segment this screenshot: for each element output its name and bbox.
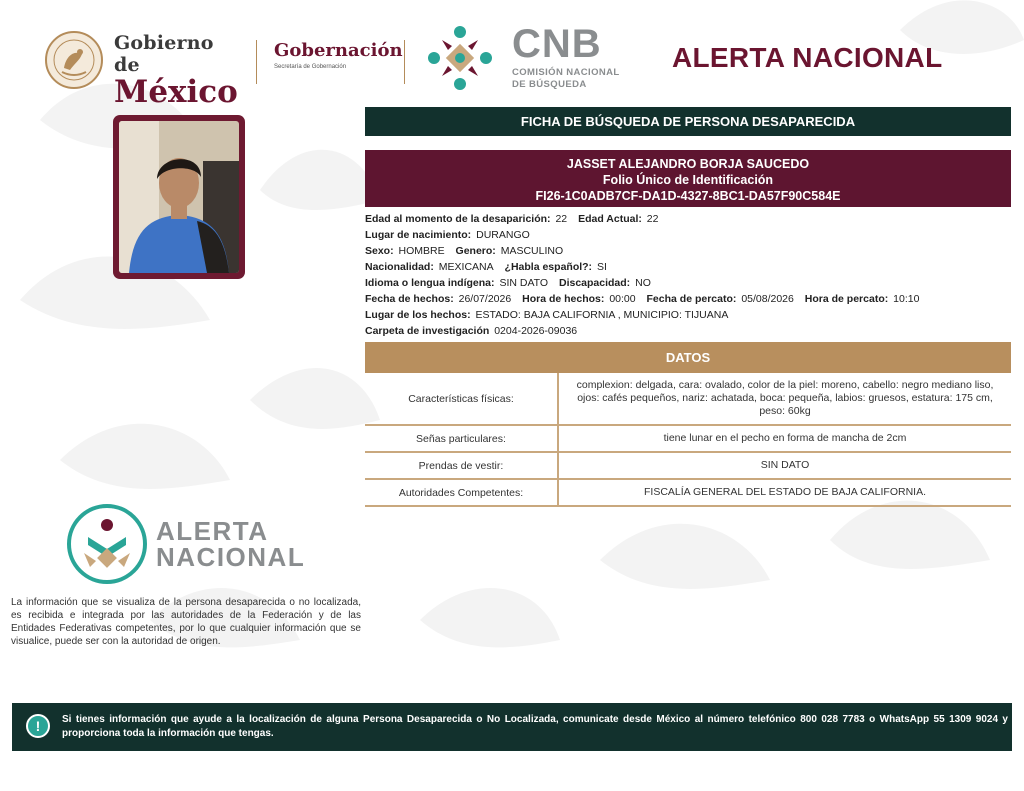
table-row [365,373,1011,425]
table-key: Autoridades Competentes: [365,479,558,506]
table-value: complexion: delgada, cara: ovalado, color de la piel: moreno, cabello: negro mediano liso, ojos: cafés pequeños, nariz: achatada, boca: pequeña, labios: gruesos, estatura: 175 cm, peso: 60kg [558,373,1011,425]
alerta-logo-line1: ALERTA [156,516,269,546]
mexico-seal-icon [44,30,104,90]
gobernacion-logo [274,40,403,70]
discapacidad-value: NO [635,277,651,289]
info-row-sexo [365,243,1015,259]
disclaimer-text: La información que se visualiza de la persona desaparecida o no localizada, es recibida e integrada por las autoridades de la Federación y de las Entidades Federativas competentes, por lo que cualquier información que se visualice, puede ser con la autoridad de origen. [11,597,361,647]
edad-desaparicion-value: 22 [555,213,568,225]
table-row [365,452,1011,479]
table-row [365,479,1011,506]
lugar-nacimiento-value: DURANGO [476,229,530,241]
hora-percato-label: Hora de percato: [804,293,889,305]
habla-espanol-label: ¿Habla español?: [504,261,593,273]
info-row-idioma [365,275,1015,291]
idioma-value: SIN DATO [499,277,549,289]
datos-table [365,373,1011,507]
carpeta-label: Carpeta de investigación [365,325,490,337]
sexo-value: HOMBRE [398,245,445,257]
gobernacion-text: Gobernación [274,40,403,61]
hora-hechos-label: Hora de hechos: [522,293,605,305]
header-divider [404,40,405,84]
hora-percato-value: 10:10 [893,293,920,305]
habla-espanol-value: SI [596,261,607,273]
person-identity-bar [365,150,1011,207]
info-row-fechas [365,291,1015,307]
lugar-hechos-value: ESTADO: BAJA CALIFORNIA , MUNICIPIO: TIJUANA [475,309,729,321]
lugar-nacimiento-label: Lugar de nacimiento: [365,229,472,241]
cnb-emblem-icon [420,18,500,98]
footer-contact-text: Si tienes información que ayude a la localización de alguna Persona Desaparecida o No Localizada, comunicate desde México al número telefónico 800 028 7783 o WhatsApp 55 1309 9024 y proporciona toda la información que tengas. [62,714,1008,739]
info-row-lugar [365,307,1015,323]
cnb-logo-text [512,22,620,91]
table-key: Prendas de vestir: [365,452,558,479]
cnb-name-line1: COMISIÓN NACIONAL [512,67,620,78]
header-divider [256,40,257,84]
fecha-percato-value: 05/08/2026 [741,293,794,305]
datos-header: DATOS [365,342,1011,373]
gobernacion-subtitle: Secretaría de Gobernación [274,64,347,70]
alerta-nacional-emblem-icon [66,503,148,585]
genero-label: Genero: [455,245,496,257]
gobierno-mexico-logo [44,28,244,110]
folio-label: Folio Único de Identificación [602,173,774,187]
gobierno-de-text: Gobierno de [114,32,214,76]
ficha-title-bar: FICHA DE BÚSQUEDA DE PERSONA DESAPARECIDA [365,107,1011,136]
discapacidad-label: Discapacidad: [558,277,631,289]
info-row-nacimiento [365,227,1015,243]
genero-value: MASCULINO [500,245,564,257]
alerta-nacional-title: ALERTA NACIONAL [672,42,943,73]
edad-actual-value: 22 [646,213,659,225]
alerta-nacional-logo-text [156,518,305,570]
person-photo-frame [113,115,245,279]
cnb-acronym: CNB [512,22,602,66]
table-row [365,425,1011,452]
person-info [365,211,1015,339]
lugar-hechos-label: Lugar de los hechos: [365,309,471,321]
carpeta-value: 0204-2026-09036 [494,325,578,337]
alerta-logo-line2: NACIONAL [156,542,306,572]
sexo-label: Sexo: [365,245,394,257]
table-key: Señas particulares: [365,425,558,452]
exclamation-icon: ! [26,714,50,738]
fecha-hechos-value: 26/07/2026 [458,293,512,305]
person-photo [119,121,239,273]
hora-hechos-value: 00:00 [609,293,636,305]
nacionalidad-value: MEXICANA [438,261,494,273]
edad-desaparicion-label: Edad al momento de la desaparición: [365,213,551,225]
cnb-name-line2: DE BÚSQUEDA [512,79,587,90]
table-value: FISCALÍA GENERAL DEL ESTADO DE BAJA CALIFORNIA. [558,479,1011,506]
nacionalidad-label: Nacionalidad: [365,261,434,273]
table-key: Características físicas: [365,373,558,425]
fecha-percato-label: Fecha de percato: [646,293,737,305]
table-value: tiene lunar en el pecho en forma de mancha de 2cm [558,425,1011,452]
info-row-carpeta [365,323,1015,339]
mexico-text: México [114,74,238,110]
edad-actual-label: Edad Actual: [578,213,642,225]
idioma-label: Idioma o lengua indígena: [365,277,495,289]
info-row-nacionalidad [365,259,1015,275]
folio-number: FI26-1C0ADB7CF-DA1D-4327-8BC1-DA57F90C584E [535,189,841,203]
info-row-edad [365,211,1015,227]
table-value: SIN DATO [558,452,1011,479]
footer-banner [12,703,1012,751]
fecha-hechos-label: Fecha de hechos: [365,293,454,305]
person-name: JASSET ALEJANDRO BORJA SAUCEDO [566,157,810,171]
